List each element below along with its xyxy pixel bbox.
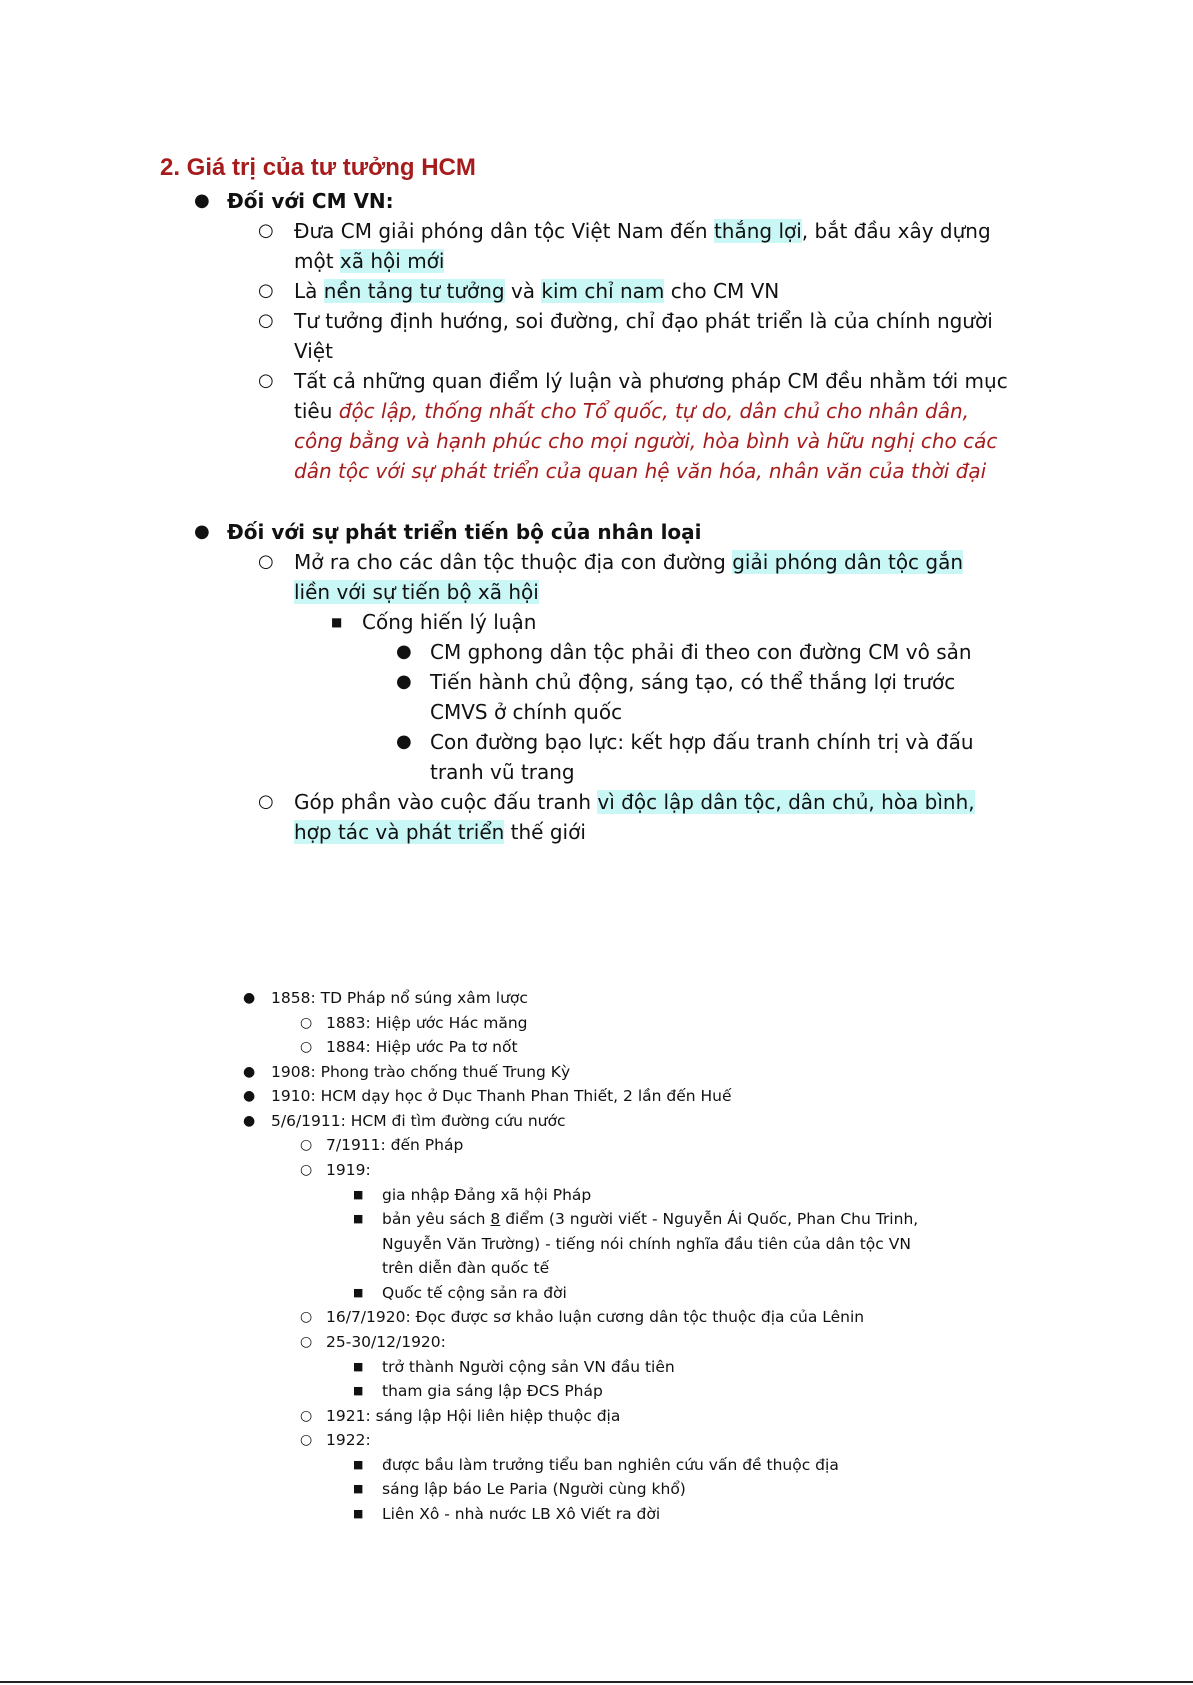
section-heading: 2. Giá trị của tư tưởng HCM	[160, 154, 476, 181]
timeline-subitem: 1921: sáng lập Hội liên hiệp thuộc địa	[326, 1407, 621, 1425]
bullet-circle-icon: ○	[300, 1309, 313, 1325]
bullet-circle-icon: ○	[300, 1162, 313, 1178]
bullet-circle-icon: ○	[258, 310, 274, 331]
timeline-detail: được bầu làm trưởng tiểu ban nghiên cứu vấn đề thuộc địa	[382, 1456, 839, 1474]
list-item-cont: Việt	[294, 339, 333, 363]
timeline-subitem: 1884: Hiệp ước Pa tơ nốt	[326, 1038, 518, 1056]
bullet-square-icon: ■	[353, 1212, 364, 1225]
bullet-square-icon: ■	[353, 1507, 364, 1520]
bullet-circle-icon: ○	[300, 1039, 313, 1055]
timeline-detail: sáng lập báo Le Paria (Người cùng khổ)	[382, 1480, 686, 1498]
timeline-detail: trở thành Người cộng sản VN đầu tiên	[382, 1358, 675, 1376]
sub-sub-item: Tiến hành chủ động, sáng tạo, có thể thắng lợi trước	[430, 670, 956, 694]
timeline-subitem: 1919:	[326, 1161, 371, 1179]
sub-sub-item: Con đường bạo lực: kết hợp đấu tranh chính trị và đấu	[430, 730, 974, 754]
bullet-circle-icon: ○	[258, 370, 274, 391]
bullet-square-icon: ■	[353, 1384, 364, 1397]
bullet-circle-icon: ○	[258, 551, 274, 572]
list-item-cont: dân tộc với sự phát triển của quan hệ văn hóa, nhân văn của thời đại	[294, 459, 987, 483]
bullet-disc-icon: ●	[243, 1088, 256, 1104]
bullet-disc-icon: ●	[243, 1064, 256, 1080]
list-item-cont: hợp tác và phát triển thế giới	[294, 820, 586, 844]
list-item: Tư tưởng định hướng, soi đường, chỉ đạo phát triển là của chính người	[294, 309, 993, 333]
list-item: Góp phần vào cuộc đấu tranh vì độc lập dân tộc, dân chủ, hòa bình,	[294, 790, 975, 814]
timeline-subitem: 1922:	[326, 1431, 371, 1449]
bullet-disc-icon: ●	[194, 190, 210, 211]
bullet-square-icon: ■	[353, 1360, 364, 1373]
timeline-detail: bản yêu sách 8 điểm (3 người viết - Nguyễn Ái Quốc, Phan Chu Trinh,	[382, 1210, 919, 1228]
sub-sub-item-cont: tranh vũ trang	[430, 760, 575, 784]
list-item-cont: liền với sự tiến bộ xã hội	[294, 580, 539, 604]
page-bottom-divider	[0, 1681, 1193, 1683]
sub-item: Cống hiến lý luận	[362, 610, 537, 634]
section-title-cm-vn: Đối với CM VN:	[227, 189, 394, 213]
timeline-detail: tham gia sáng lập ĐCS Pháp	[382, 1382, 603, 1400]
bullet-circle-icon: ○	[258, 791, 274, 812]
timeline-item: 1858: TD Pháp nổ súng xâm lược	[271, 989, 528, 1007]
bullet-circle-icon: ○	[300, 1137, 313, 1153]
list-item-cont: công bằng và hạnh phúc cho mọi người, hòa bình và hữu nghị cho các	[294, 429, 998, 453]
bullet-disc-icon: ●	[396, 731, 412, 752]
list-item-cont: tiêu độc lập, thống nhất cho Tổ quốc, tự do, dân chủ cho nhân dân,	[294, 399, 970, 423]
bullet-disc-icon: ●	[243, 990, 256, 1006]
bullet-square-icon: ■	[353, 1482, 364, 1495]
timeline-subitem: 7/1911: đến Pháp	[326, 1136, 464, 1154]
timeline-subitem: 25-30/12/1920:	[326, 1333, 446, 1351]
bullet-circle-icon: ○	[300, 1432, 313, 1448]
bullet-circle-icon: ○	[300, 1015, 313, 1031]
bullet-disc-icon: ●	[243, 1113, 256, 1129]
bullet-circle-icon: ○	[300, 1408, 313, 1424]
sub-sub-item: CM gphong dân tộc phải đi theo con đường CM vô sản	[430, 640, 972, 664]
list-item: Đưa CM giải phóng dân tộc Việt Nam đến thắng lợi, bắt đầu xây dựng	[294, 219, 991, 243]
bullet-disc-icon: ●	[396, 671, 412, 692]
timeline-subitem: 16/7/1920: Đọc được sơ khảo luận cương dân tộc thuộc địa của Lênin	[326, 1308, 865, 1326]
timeline-detail: Liên Xô - nhà nước LB Xô Viết ra đời	[382, 1505, 661, 1523]
timeline-item: 1910: HCM dạy học ở Dục Thanh Phan Thiết, 2 lần đến Huế	[271, 1087, 732, 1105]
bullet-circle-icon: ○	[258, 220, 274, 241]
bullet-square-icon: ■	[353, 1188, 364, 1201]
timeline-detail: gia nhập Đảng xã hội Pháp	[382, 1186, 592, 1204]
sub-sub-item-cont: CMVS ở chính quốc	[430, 700, 623, 724]
list-item: Mở ra cho các dân tộc thuộc địa con đường giải phóng dân tộc gắn	[294, 550, 964, 574]
section-title-human-progress: Đối với sự phát triển tiến bộ của nhân loại	[227, 520, 702, 544]
timeline-item: 1908: Phong trào chống thuế Trung Kỳ	[271, 1063, 571, 1081]
bullet-square-icon: ■	[331, 615, 343, 629]
timeline-detail: Quốc tế cộng sản ra đời	[382, 1284, 567, 1302]
timeline-item: 5/6/1911: HCM đi tìm đường cứu nước	[271, 1112, 566, 1130]
bullet-disc-icon: ●	[194, 521, 210, 542]
timeline-subitem: 1883: Hiệp ước Hác măng	[326, 1014, 528, 1032]
timeline-detail-cont: Nguyễn Văn Trường) - tiếng nói chính nghĩa đầu tiên của dân tộc VN	[382, 1235, 911, 1253]
timeline-detail-cont: trên diễn đàn quốc tế	[382, 1259, 550, 1277]
bullet-disc-icon: ●	[396, 641, 412, 662]
bullet-square-icon: ■	[353, 1458, 364, 1471]
bullet-circle-icon: ○	[300, 1334, 313, 1350]
list-item: Tất cả những quan điểm lý luận và phương pháp CM đều nhằm tới mục	[294, 369, 1008, 393]
bullet-square-icon: ■	[353, 1286, 364, 1299]
list-item: Là nền tảng tư tưởng và kim chỉ nam cho CM VN	[294, 279, 780, 303]
bullet-circle-icon: ○	[258, 280, 274, 301]
list-item-cont: một xã hội mới	[294, 249, 445, 273]
